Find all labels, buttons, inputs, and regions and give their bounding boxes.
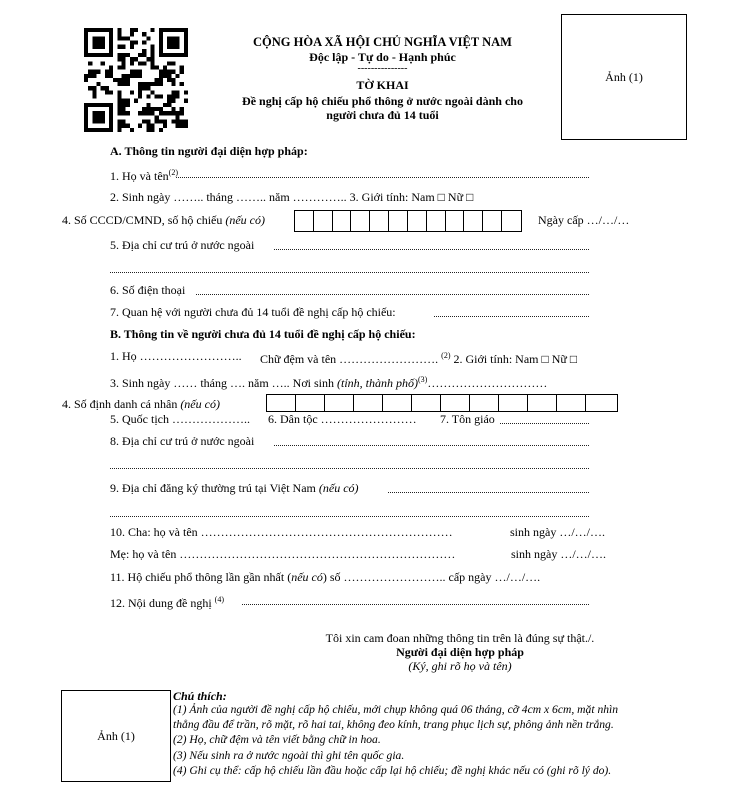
country-name: CỘNG HÒA XÃ HỘI CHỦ NGHĨA VIỆT NAM	[253, 35, 512, 49]
a-issue-date: Ngày cấp …/…/…	[538, 213, 630, 227]
form-subtitle-2: người chưa đủ 14 tuổi	[326, 108, 439, 122]
notes-title: Chú thích:	[173, 689, 227, 703]
qr-code-icon	[84, 28, 188, 132]
a-id-label: 4. Số CCCD/CMND, số hộ chiếu (nếu có)	[62, 213, 266, 227]
b-passport: 11. Hộ chiếu phổ thông lần gần nhất (nếu có) số …………………….. cấp ngày …/…/….	[110, 570, 541, 584]
form-title: TỜ KHAI	[356, 78, 409, 92]
b-mother: Mẹ: họ và tên ……………………………………………………………	[110, 547, 456, 561]
b-religion-field[interactable]	[500, 423, 589, 424]
note-3: (3) Nếu sinh ra ở nước ngoài thì ghi tên quốc gia.	[173, 749, 405, 762]
photo-box-bottom	[61, 690, 171, 782]
a-phone-field[interactable]	[196, 294, 589, 295]
b-id-label: 4. Số định danh cá nhân (nếu có)	[62, 397, 220, 411]
b-residence-field-2[interactable]	[110, 516, 589, 517]
note-2: (2) Họ, chữ đệm và tên viết bằng chữ in hoa.	[173, 733, 381, 746]
b-ethnicity: 6. Dân tộc ……………………	[268, 412, 417, 426]
a-dob-gender: 2. Sinh ngày …….. tháng …….. năm ………….. 3. Giới tính: Nam □ Nữ □	[110, 190, 474, 204]
note-1a: (1) Ảnh của người đề nghị cấp hộ chiếu, mới chụp không quá 06 tháng, cỡ 4cm x 6cm, mặt nhìn	[173, 703, 619, 716]
b-father-dob: sinh ngày …/…/….	[510, 525, 605, 539]
a-name-field[interactable]	[176, 177, 589, 178]
form-subtitle: Đề nghị cấp hộ chiếu phổ thông ở nước ngoài dành cho	[242, 94, 523, 108]
b-residence-label: 9. Địa chỉ đăng ký thường trú tại Việt Nam (nếu có)	[110, 481, 359, 495]
photo-label-bottom: Ảnh (1)	[97, 728, 135, 743]
a-relation-label: 7. Quan hệ với người chưa đủ 14 tuổi đề nghị cấp hộ chiếu:	[110, 305, 396, 319]
b-religion: 7. Tôn giáo	[440, 412, 495, 426]
a-relation-field[interactable]	[434, 316, 589, 317]
b-residence-field[interactable]	[388, 492, 589, 493]
section-a-title: A. Thông tin người đại diện hợp pháp:	[110, 144, 308, 158]
photo-box-top	[561, 14, 687, 140]
a-name-label: 1. Họ và tên$^{(2)}$	[110, 168, 178, 183]
note-4: (4) Ghi cụ thể: cấp hộ chiếu lần đầu hoặc cấp lại hộ chiếu; đề nghị khác nếu có (ghi rõ lý do).	[173, 764, 612, 777]
a-address-field[interactable]	[274, 249, 589, 250]
b-address-field[interactable]	[274, 445, 589, 446]
motto: Độc lập - Tự do - Hạnh phúc	[309, 50, 456, 64]
divider: ---------------	[357, 63, 408, 74]
sign-note: (Ký, ghi rõ họ và tên)	[408, 659, 512, 673]
b-dob-birthplace: 3. Sinh ngày …… tháng …. năm ….. Nơi sinh (tỉnh, thành phố)$^{(3)}$…………………………	[110, 375, 548, 390]
section-b-title: B. Thông tin về người chưa đủ 14 tuổi đề nghị cấp hộ chiếu:	[110, 327, 416, 341]
b-address-field-2[interactable]	[110, 468, 589, 469]
b-mother-dob: sinh ngày …/…/….	[511, 547, 606, 561]
b-content-label: 12. Nội dung đề nghị $^{(4)}$	[110, 595, 224, 610]
b-content-field[interactable]	[242, 604, 589, 605]
a-id-cells[interactable]	[294, 210, 522, 232]
signer-title: Người đại diện hợp pháp	[396, 645, 524, 659]
b-id-cells[interactable]	[266, 394, 618, 412]
b-middle-name: Chữ đệm và tên ……………………. $^{(2)}$ 2. Giới tính: Nam □ Nữ □	[260, 351, 578, 366]
statement: Tôi xin cam đoan những thông tin trên là đúng sự thật./.	[325, 631, 595, 645]
b-address-label: 8. Địa chỉ cư trú ở nước ngoài	[110, 434, 255, 448]
a-phone-label: 6. Số điện thoại	[110, 283, 186, 297]
b-surname: 1. Họ ……………………..	[110, 349, 242, 363]
a-address-label: 5. Địa chỉ cư trú ở nước ngoài	[110, 238, 255, 252]
b-father: 10. Cha: họ và tên ………………………………………………………	[110, 525, 453, 539]
a-address-field-2[interactable]	[110, 272, 589, 273]
b-nationality: 5. Quốc tịch ………………..	[110, 412, 250, 426]
note-1b: thẳng đầu để trần, rõ mặt, rõ hai tai, không đeo kính, trang phục lịch sự, phông ảnh nền trắng.	[173, 718, 614, 731]
photo-label: Ảnh (1)	[605, 69, 643, 84]
